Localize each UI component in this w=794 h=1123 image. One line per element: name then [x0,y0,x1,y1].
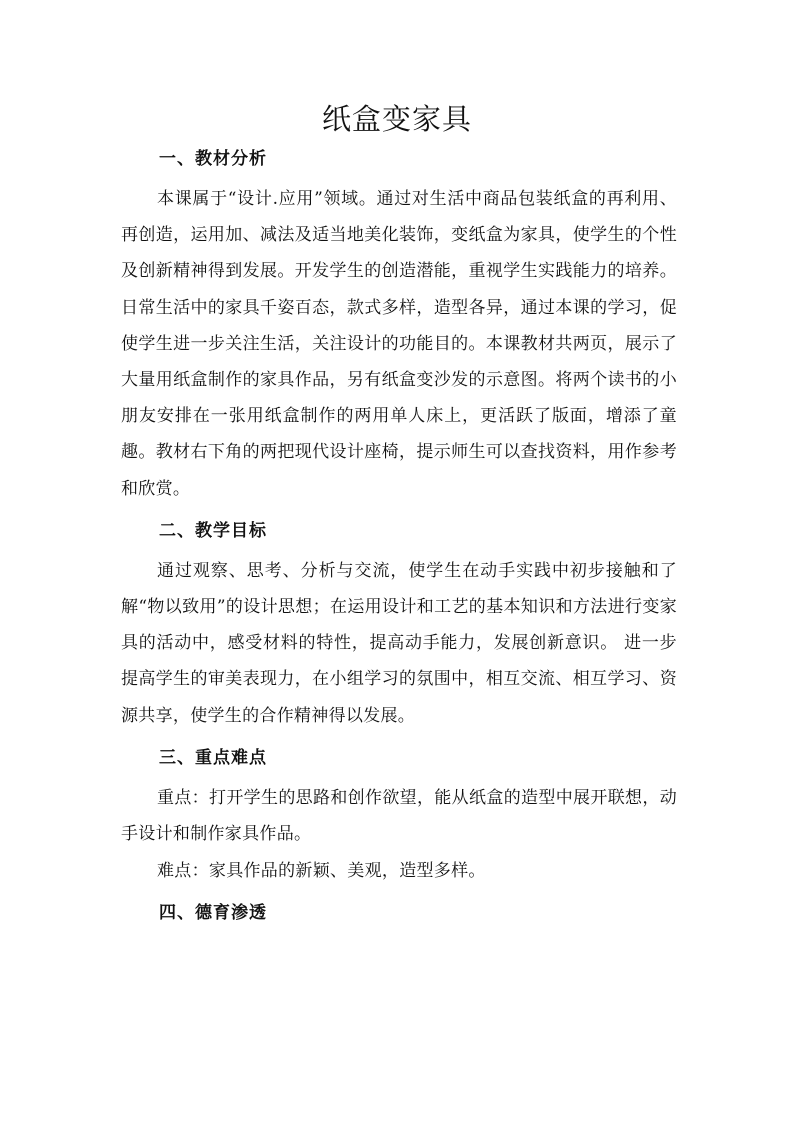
section-heading-key-difficulties: 三、重点难点 [159,747,267,768]
document-body [121,141,677,931]
section-heading-textbook-analysis: 一、教材分析 [159,149,267,169]
section-heading-moral-education: 四、德育渗透 [159,903,267,924]
textbook-analysis-paragraph: 本课属于“设计.应用”领域。通过对生活中商品包装纸盒的再利用、再创造，运用加、减法及适当地美化装饰，变纸盒为家具，使学生的个性及创新精神得到发展。开发学生的创造潜能，重视学生实践能力的培养。日常生活中的家具千姿百态，款式多样，造型各异，通过本课的学习，促使学生进一步关注生活，关注设计的功能目的。本课教材共两页，展示了大量用纸盒制作的家具作品，另有纸盒变沙发的示意图。将两个读书的小朋友安排在一张用纸盒制作的两用单人床上，更活跃了版面，增添了童趣。教材右下角的两把现代设计座椅，提示师生可以查找资料，用作参考和欣赏。 [121,189,677,499]
key-point-paragraph: 重点：打开学生的思路和创作欲望，能从纸盒的造型中展开联想，动手设计和制作家具作品。 [121,787,677,845]
document-title: 纸盒变家具 [321,102,472,136]
section-heading-teaching-goals: 二、教学目标 [159,520,267,541]
teaching-goals-paragraph: 通过观察、思考、分析与交流，使学生在动手实践中初步接触和了解“物以致用”的设计思想；在运用设计和工艺的基本知识和方法进行变家具的活动中，感受材料的特性，提高动手能力，发展创新意识。 进一步提高学生的审美表现力，在小组学习的氛围中，相互交流、相互学习、资源共享，使学生的合作精神得以发展。 [121,560,677,726]
difficulty-paragraph: 难点：家具作品的新颖、美观，造型多样。 [157,861,486,882]
